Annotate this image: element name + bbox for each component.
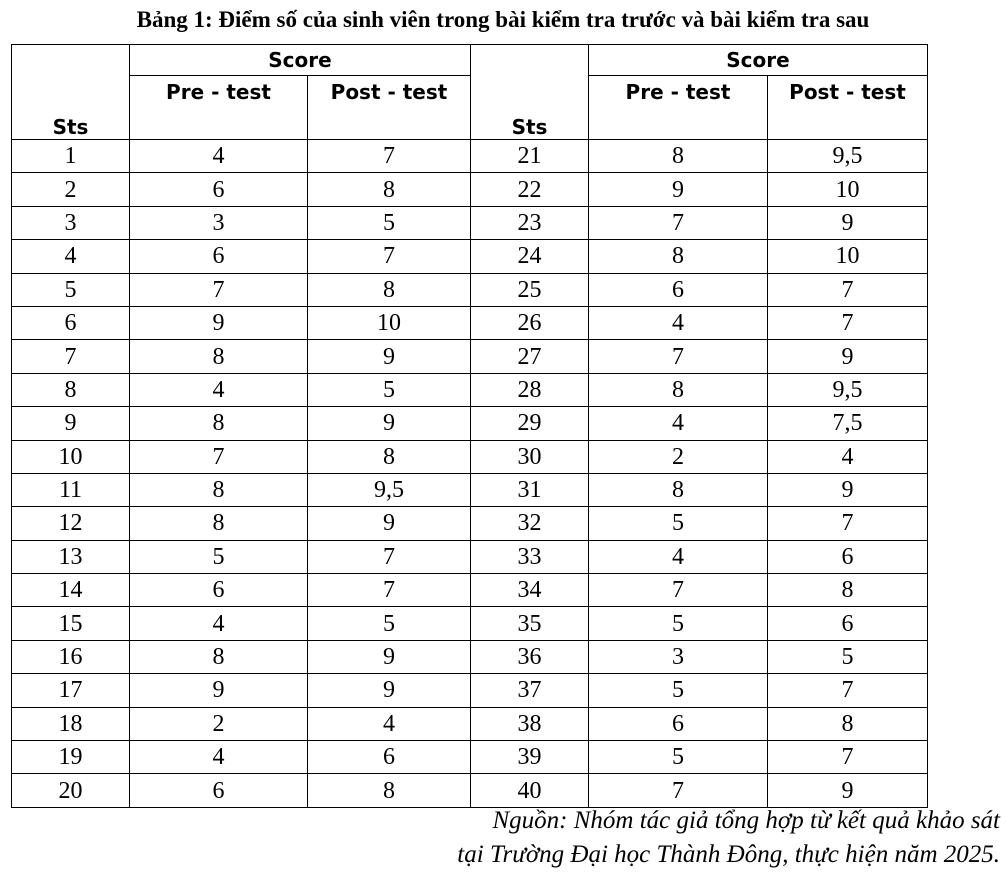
right-pre-cell: 4: [589, 540, 768, 573]
left-post-cell: 7: [308, 140, 471, 173]
left-sts-cell: 18: [12, 707, 130, 740]
table-row: [12, 674, 928, 707]
table-row: [12, 440, 928, 473]
left-pre-cell: 9: [130, 306, 308, 339]
left-pre-cell: 8: [130, 507, 308, 540]
right-post-cell: 9,5: [768, 373, 928, 406]
left-sts-cell: 11: [12, 473, 130, 506]
right-sts-cell: 40: [471, 774, 589, 807]
right-sts-cell: 31: [471, 473, 589, 506]
right-sts-cell: 21: [471, 140, 589, 173]
right-pre-cell: 5: [589, 607, 768, 640]
left-post-cell: 9: [308, 640, 471, 673]
left-sts-cell: 14: [12, 574, 130, 607]
right-pre-cell: 7: [589, 340, 768, 373]
left-post-cell: 9: [308, 674, 471, 707]
right-sts-cell: 33: [471, 540, 589, 573]
pre-test-header-left: Pre - test: [130, 76, 308, 140]
left-post-cell: 8: [308, 440, 471, 473]
left-sts-cell: 19: [12, 741, 130, 774]
right-pre-cell: 4: [589, 407, 768, 440]
pre-test-header-right: Pre - test: [589, 76, 768, 140]
right-sts-cell: 28: [471, 373, 589, 406]
right-sts-cell: 36: [471, 640, 589, 673]
right-sts-cell: 25: [471, 273, 589, 306]
left-pre-cell: 7: [130, 440, 308, 473]
right-pre-cell: 6: [589, 273, 768, 306]
right-sts-cell: 26: [471, 306, 589, 339]
left-sts-cell: 20: [12, 774, 130, 807]
right-pre-cell: 7: [589, 774, 768, 807]
table-row: [12, 306, 928, 339]
left-post-cell: 4: [308, 707, 471, 740]
right-post-cell: 10: [768, 240, 928, 273]
right-pre-cell: 7: [589, 206, 768, 239]
right-post-cell: 7: [768, 273, 928, 306]
left-pre-cell: 8: [130, 473, 308, 506]
right-pre-cell: 8: [589, 140, 768, 173]
left-post-cell: 7: [308, 540, 471, 573]
table-row: [12, 140, 928, 173]
table-body: [12, 140, 928, 808]
right-post-cell: 8: [768, 574, 928, 607]
right-sts-cell: 34: [471, 574, 589, 607]
left-post-cell: 5: [308, 607, 471, 640]
post-test-header-left: Post - test: [308, 76, 471, 140]
right-pre-cell: 3: [589, 640, 768, 673]
right-post-cell: 7: [768, 306, 928, 339]
right-pre-cell: 5: [589, 741, 768, 774]
right-sts-cell: 23: [471, 206, 589, 239]
right-pre-cell: 9: [589, 173, 768, 206]
left-sts-cell: 12: [12, 507, 130, 540]
table-row: [12, 240, 928, 273]
left-pre-cell: 6: [130, 774, 308, 807]
left-pre-cell: 5: [130, 540, 308, 573]
right-pre-cell: 4: [589, 306, 768, 339]
right-post-cell: 10: [768, 173, 928, 206]
score-header-left: Score: [130, 45, 471, 76]
left-sts-cell: 6: [12, 306, 130, 339]
left-sts-cell: 15: [12, 607, 130, 640]
right-pre-cell: 8: [589, 373, 768, 406]
left-post-cell: 6: [308, 741, 471, 774]
left-post-cell: 9: [308, 340, 471, 373]
source-line-1: Nguồn: Nhóm tác giả tổng hợp từ kết quả khảo sát: [492, 807, 1000, 834]
left-post-cell: 7: [308, 574, 471, 607]
table-row: [12, 173, 928, 206]
left-pre-cell: 8: [130, 340, 308, 373]
right-sts-cell: 35: [471, 607, 589, 640]
left-sts-cell: 3: [12, 206, 130, 239]
right-pre-cell: 7: [589, 574, 768, 607]
left-pre-cell: 4: [130, 140, 308, 173]
source-line-2: tại Trường Đại học Thành Đông, thực hiện năm 2025.: [457, 841, 1000, 868]
left-sts-cell: 10: [12, 440, 130, 473]
right-post-cell: 7: [768, 674, 928, 707]
left-pre-cell: 3: [130, 206, 308, 239]
right-sts-cell: 29: [471, 407, 589, 440]
left-post-cell: 9: [308, 507, 471, 540]
left-pre-cell: 9: [130, 674, 308, 707]
left-sts-cell: 2: [12, 173, 130, 206]
right-post-cell: 5: [768, 640, 928, 673]
table-row: [12, 540, 928, 573]
table-row: [12, 407, 928, 440]
left-post-cell: 8: [308, 173, 471, 206]
right-sts-cell: 38: [471, 707, 589, 740]
left-pre-cell: 6: [130, 574, 308, 607]
left-post-cell: 5: [308, 373, 471, 406]
left-post-cell: 9: [308, 407, 471, 440]
left-sts-cell: 13: [12, 540, 130, 573]
left-pre-cell: 8: [130, 640, 308, 673]
right-post-cell: 9: [768, 340, 928, 373]
left-pre-cell: 6: [130, 173, 308, 206]
right-pre-cell: 8: [589, 240, 768, 273]
left-sts-cell: 7: [12, 340, 130, 373]
right-post-cell: 7,5: [768, 407, 928, 440]
table-row: [12, 640, 928, 673]
table-header: [12, 45, 928, 140]
post-test-header-right: Post - test: [768, 76, 928, 140]
left-pre-cell: 4: [130, 607, 308, 640]
left-sts-cell: 1: [12, 140, 130, 173]
right-pre-cell: 5: [589, 507, 768, 540]
table-row: [12, 340, 928, 373]
table-row: [12, 607, 928, 640]
right-sts-cell: 39: [471, 741, 589, 774]
table-row: [12, 741, 928, 774]
table-row: [12, 574, 928, 607]
right-post-cell: 9,5: [768, 140, 928, 173]
left-pre-cell: 2: [130, 707, 308, 740]
right-pre-cell: 8: [589, 473, 768, 506]
right-post-cell: 7: [768, 507, 928, 540]
sts-header-right: Sts: [471, 45, 589, 140]
table-caption: Bảng 1: Điểm số của sinh viên trong bài kiểm tra trước và bài kiểm tra sau: [136, 7, 870, 32]
left-post-cell: 8: [308, 774, 471, 807]
table-row: [12, 373, 928, 406]
right-post-cell: 9: [768, 473, 928, 506]
right-sts-cell: 24: [471, 240, 589, 273]
left-sts-cell: 5: [12, 273, 130, 306]
score-table: [11, 44, 928, 808]
table-row: [12, 774, 928, 807]
left-sts-cell: 9: [12, 407, 130, 440]
table-row: [12, 473, 928, 506]
table-row: [12, 273, 928, 306]
source-note: [457, 804, 1000, 872]
right-pre-cell: 5: [589, 674, 768, 707]
right-pre-cell: 2: [589, 440, 768, 473]
left-post-cell: 10: [308, 306, 471, 339]
right-post-cell: 6: [768, 540, 928, 573]
score-header-right: Score: [589, 45, 928, 76]
table-row: [12, 206, 928, 239]
left-post-cell: 5: [308, 206, 471, 239]
right-post-cell: 9: [768, 206, 928, 239]
right-post-cell: 4: [768, 440, 928, 473]
right-post-cell: 7: [768, 741, 928, 774]
right-sts-cell: 37: [471, 674, 589, 707]
left-pre-cell: 8: [130, 407, 308, 440]
left-post-cell: 8: [308, 273, 471, 306]
left-sts-cell: 8: [12, 373, 130, 406]
table-row: [12, 507, 928, 540]
left-sts-cell: 16: [12, 640, 130, 673]
table-row: [12, 707, 928, 740]
left-pre-cell: 6: [130, 240, 308, 273]
left-sts-cell: 4: [12, 240, 130, 273]
right-sts-cell: 30: [471, 440, 589, 473]
left-pre-cell: 4: [130, 741, 308, 774]
right-post-cell: 6: [768, 607, 928, 640]
right-post-cell: 9: [768, 774, 928, 807]
sts-header-left: Sts: [12, 45, 130, 140]
right-sts-cell: 22: [471, 173, 589, 206]
right-pre-cell: 6: [589, 707, 768, 740]
left-sts-cell: 17: [12, 674, 130, 707]
right-post-cell: 8: [768, 707, 928, 740]
right-sts-cell: 27: [471, 340, 589, 373]
right-sts-cell: 32: [471, 507, 589, 540]
left-post-cell: 7: [308, 240, 471, 273]
left-post-cell: 9,5: [308, 473, 471, 506]
left-pre-cell: 4: [130, 373, 308, 406]
left-pre-cell: 7: [130, 273, 308, 306]
